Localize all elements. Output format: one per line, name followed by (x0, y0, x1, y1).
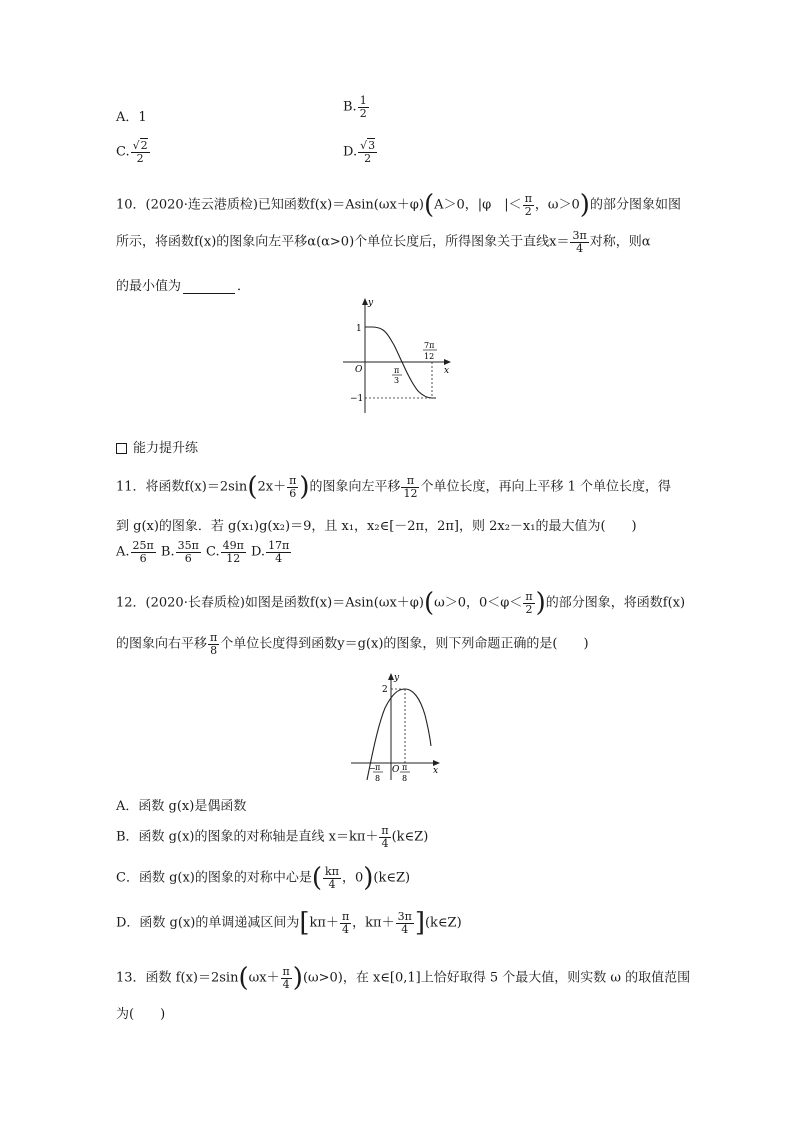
q10-tick2-num: 7π (424, 341, 435, 350)
q12-x-label: x (433, 766, 439, 776)
q12-y-max-label: 2 (382, 685, 388, 695)
q10-line-3: 的最小值为 ． (116, 279, 251, 294)
q12-option-c: C．函数 g(x)的图象的对称中心是( $\frac{k\pi}{4}$ ，0)(k∈Z) (116, 863, 411, 893)
q12-y-label: y (394, 673, 400, 683)
q13-line-1: 13．函数 f(x)＝2sin(ωx＋ $\frac{\pi}{4}$ )(ω>0)，在 x∈[0,1]上恰好取得 5 个最大值，则实数 ω 的取值范围 (116, 963, 691, 993)
q12-option-d: D．函数 g(x)的单调递减区间为[kπ＋ $\frac{\pi}{4}$ ，kπ＋ $\frac{3\pi}{4}$ ](k∈Z) (116, 908, 462, 938)
q10-line-1: 10．(2020·连云港质检)已知函数f(x)＝Asin(ωx＋φ)(A＞0，|φ |＜ $\frac{\pi}{2}$ ，ω＞0)的部分图象如图 (116, 190, 681, 220)
q9-option-a: A．1 (116, 110, 147, 125)
q12-line-2: 的图象向右平移 $\frac{\pi}{8}$ 个单位长度得到函数y＝g(x)的图象，则下列命题正确的是( ) (116, 631, 589, 657)
q12-right-tick-num: π (402, 763, 408, 772)
q10-y-label: y (368, 298, 374, 308)
q10-tick1-den: 3 (394, 376, 400, 385)
q9-option-b: B. $\frac{1}{2}$ (343, 94, 367, 120)
q12-origin: O (392, 765, 400, 775)
q10-line-2: 所示，将函数f(x)的图象向左平移α(α>0)个单位长度后，所得图象关于直线x＝ $\frac{3\pi}{4}$ 对称，则α (116, 229, 651, 255)
q12-left-tick-sign: − (369, 764, 376, 773)
q12-right-tick-den: 8 (402, 774, 408, 783)
q10-y-min-label: −1 (350, 394, 364, 404)
q9-option-d: D. $\frac{√3}{2}$ (343, 139, 376, 165)
q10-tick2-den: 12 (424, 352, 435, 361)
q10-y-max-label: 1 (356, 324, 362, 334)
q11-line-1: 11．将函数f(x)＝2sin(2x＋ $\frac{\pi}{6}$ )的图象向左平移 $\frac{\pi}{12}$ 个单位长度，再向上平移 1 个单位长度，得 (116, 472, 672, 502)
q11-line-2: 到 g(x)的图象．若 g(x₁)g(x₂)＝9，且 x₁，x₂∈[－2π，2π]，则 2x₂－x₁的最大值为( ) (116, 519, 637, 534)
q9-option-c: C. $\frac{√2}{2}$ (116, 139, 148, 165)
q12-option-a: A．函数 g(x)是偶函数 (116, 799, 247, 814)
section-heading: 能力提升练 (116, 437, 198, 456)
q12-left-tick-den: 8 (375, 774, 381, 783)
checkbox-icon (116, 443, 127, 454)
q10-origin: O (355, 365, 363, 375)
q13-line-2: 为( ) (116, 1007, 166, 1022)
q10-x-label: x (444, 366, 450, 376)
q12-line-1: 12．(2020·长春质检)如图是函数f(x)＝Asin(ωx＋φ)(ω＞0，0＜φ＜ $\frac{\pi}{2}$ )的部分图象，将函数f(x) (116, 588, 686, 618)
q12-left-tick-num: π (375, 763, 381, 772)
q10-x-arrow (444, 359, 451, 365)
answer-blank (183, 293, 235, 294)
q10-graph (340, 295, 455, 420)
q12-graph (345, 670, 445, 785)
q12-option-b: B．函数 g(x)的图象的对称轴是直线 x＝kπ＋ $\frac{\pi}{4}$ (k∈Z) (116, 824, 429, 850)
q10-tick1-num: π (394, 366, 400, 375)
q11-options: A. $\frac{25\pi}{6}$ B. $\frac{35\pi}{6}$ C. $\frac{49\pi}{12}$ D. $\frac{17\pi}{4}$ (116, 539, 290, 565)
